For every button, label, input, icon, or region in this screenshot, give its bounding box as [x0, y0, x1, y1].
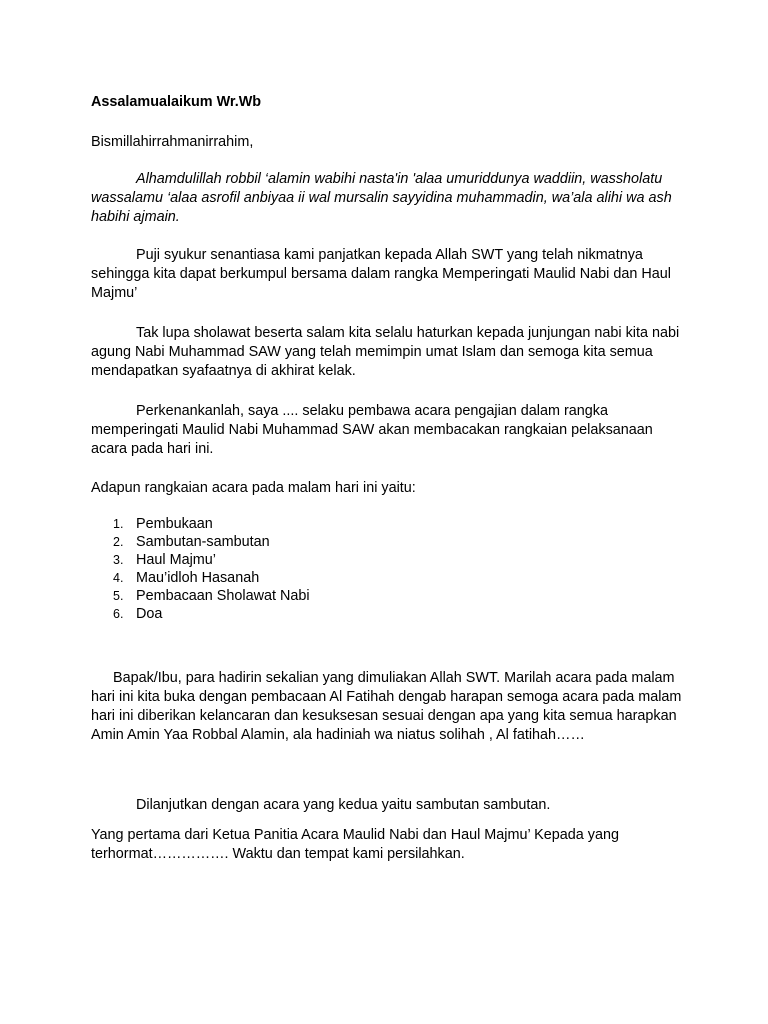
- agenda-item-label: Haul Majmu’: [136, 552, 216, 568]
- agenda-item: [91, 569, 491, 587]
- agenda-item: [91, 515, 491, 533]
- agenda-item-label: Pembukaan: [136, 516, 213, 532]
- committee-invitation-paragraph: Yang pertama dari Ketua Panitia Acara Maulid Nabi dan Haul Majmu’ Kepada yang terhormat……………. Waktu dan tempat kami persilahkan.: [91, 827, 619, 862]
- agenda-item-label: Sambutan-sambutan: [136, 534, 270, 550]
- gratitude-paragraph: Puji syukur senantiasa kami panjatkan kepada Allah SWT yang telah nikmatnya sehingga kita dapat berkumpul bersama dalam rangka Memperingati Maulid Nabi dan Haul Majmu’: [91, 247, 671, 301]
- agenda-item-number: 2.: [113, 535, 124, 549]
- agenda-list: [91, 515, 491, 623]
- agenda-item-number: 6.: [113, 607, 124, 621]
- agenda-item-label: Doa: [136, 606, 163, 622]
- agenda-item-number: 1.: [113, 517, 124, 531]
- mc-introduction-paragraph: Perkenankanlah, saya .... selaku pembawa acara pengajian dalam rangka memperingati Maulid Nabi Muhammad SAW akan membacakan rangkaian pelaksanaan acara pada hari ini.: [91, 403, 653, 457]
- opening-basmalah: Bismillahirrahmanirrahim,: [91, 134, 254, 150]
- agenda-item: [91, 605, 491, 623]
- greeting-heading: Assalamualaikum Wr.Wb: [91, 94, 262, 110]
- arabic-prayer-paragraph: Alhamdulillah robbil ‘alamin wabihi nasta'in 'alaa umuriddunya waddiin, wassholatu wassalamu ‘alaa asrofil anbiyaa ii wal mursalin sayyidina muhammadin, wa’ala alihi wa ash habihi ajmain.: [91, 171, 672, 225]
- agenda-item-label: Pembacaan Sholawat Nabi: [136, 588, 310, 604]
- agenda-item-number: 3.: [113, 553, 124, 567]
- sholawat-paragraph: Tak lupa sholawat beserta salam kita selalu haturkan kepada junjungan nabi kita nabi agung Nabi Muhammad SAW yang telah memimpin umat Islam dan semoga kita semua mendapatkan syafaatnya di akhirat kelak.: [91, 325, 680, 379]
- al-fatihah-paragraph: Bapak/Ibu, para hadirin sekalian yang dimuliakan Allah SWT. Marilah acara pada malam hari ini kita buka dengan pembacaan Al Fatihah dengab harapan semoga acara pada malam hari ini diberikan kelancaran dan kesuksesan sesuai dengan apa yang kita semua harapkan Amin Amin Yaa Robbal Alamin, ala hadiniah wa niatus solihah , Al fatihah……: [91, 670, 682, 743]
- agenda-item-number: 5.: [113, 589, 124, 603]
- agenda-item-label: Mau’idloh Hasanah: [136, 570, 260, 586]
- agenda-introduction: Adapun rangkaian acara pada malam hari ini yaitu:: [91, 480, 416, 496]
- agenda-item-number: 4.: [113, 571, 124, 585]
- agenda-item: [91, 587, 491, 605]
- agenda-item: [91, 533, 491, 551]
- agenda-item: [91, 551, 491, 569]
- next-agenda-paragraph: Dilanjutkan dengan acara yang kedua yaitu sambutan sambutan.: [136, 797, 551, 813]
